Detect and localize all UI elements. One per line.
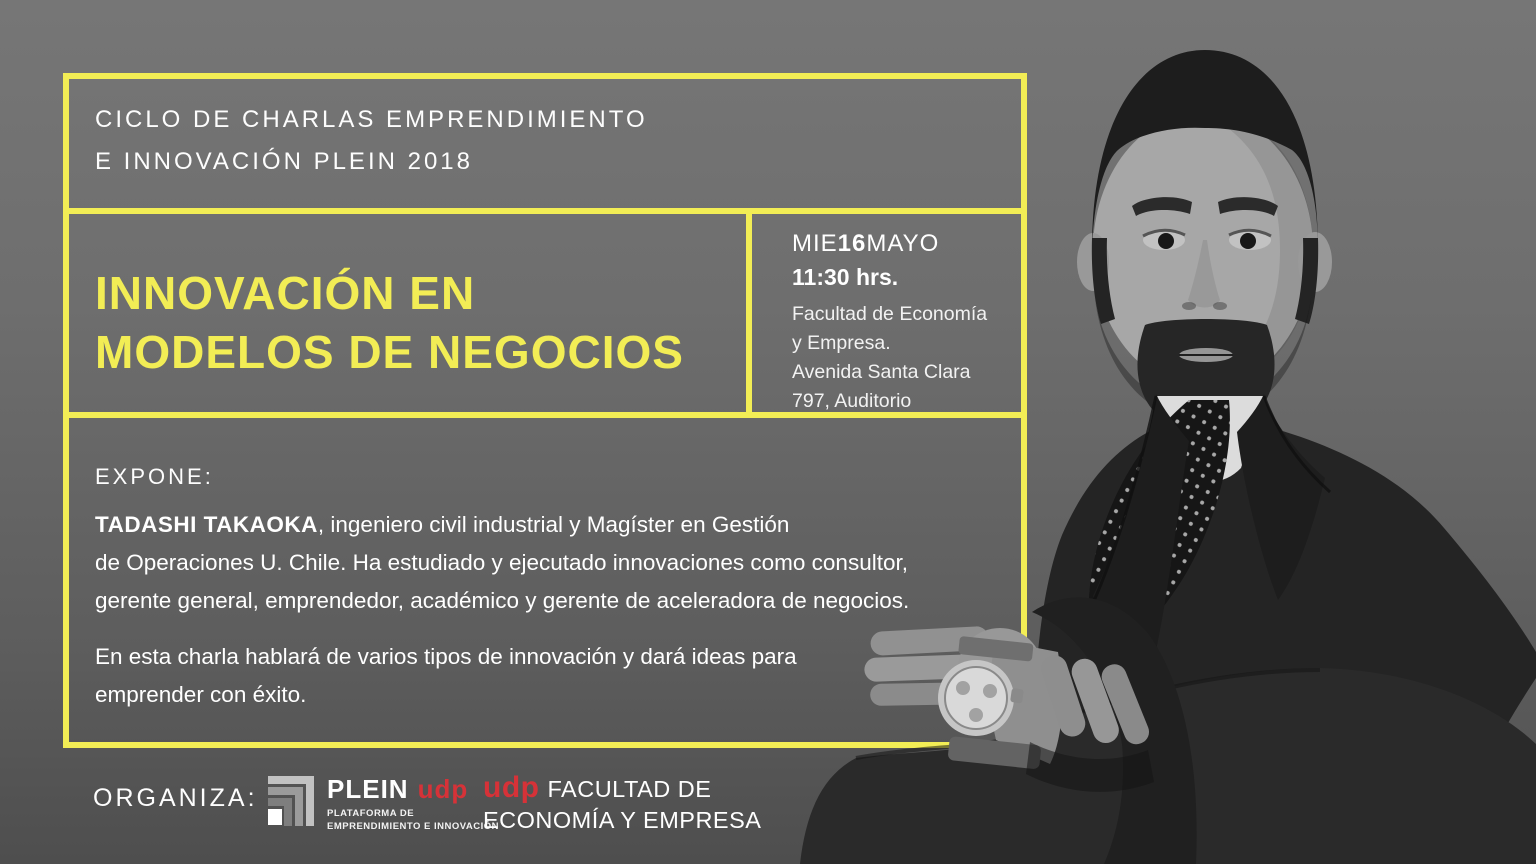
plein-udp-logo	[268, 776, 499, 833]
series-title-line2: E INNOVACIÓN PLEIN 2018	[95, 148, 473, 175]
talk-title-line2: MODELOS DE NEGOCIOS	[95, 326, 684, 378]
plein-udp-wordmark: udp	[417, 774, 469, 804]
speaker-bio-line3: gerente general, emprendedor, académico y gerente de aceleradora de negocios.	[95, 588, 910, 613]
faculty-line1: FACULTAD DE	[547, 776, 712, 802]
abstract-line2: emprender con éxito.	[95, 682, 307, 707]
speaker-bio-line1: , ingeniero civil industrial y Magíster en Gestión	[317, 512, 790, 537]
udp-faculty-logo	[483, 772, 761, 836]
talk-title-box	[69, 214, 752, 412]
abstract-line1: En esta charla hablará de varios tipos de innovación y dará ideas para	[95, 644, 797, 669]
series-title-line1: CICLO DE CHARLAS EMPRENDIMIENTO	[95, 106, 648, 133]
event-time: 11:30 hrs.	[792, 264, 899, 290]
speaker-bio-line2: de Operaciones U. Chile. Ha estudiado y ejecutado innovaciones como consultor,	[95, 550, 908, 575]
event-day-abbrev: MIE	[792, 230, 838, 257]
event-month: MAYO	[866, 230, 940, 257]
expone-label: EXPONE:	[95, 464, 214, 489]
location-line: 797, Auditorio	[792, 390, 912, 412]
location-line: Facultad de Economía	[792, 303, 988, 325]
faculty-udp-wordmark: udp	[483, 771, 540, 804]
location-line: y Empresa.	[792, 332, 891, 354]
talk-title-line1: INNOVACIÓN EN	[95, 267, 476, 319]
faculty-line2: ECONOMÍA Y EMPRESA	[483, 807, 762, 833]
speaker-photo	[800, 0, 1536, 864]
plein-logo-mark-icon	[268, 776, 314, 826]
plein-wordmark: PLEIN	[327, 774, 409, 804]
plein-tagline: PLATAFORMA DE EMPRENDIMIENTO E INNOVACIÓN	[327, 808, 500, 832]
organiza-label: ORGANIZA:	[93, 784, 258, 812]
location-line: Avenida Santa Clara	[792, 361, 971, 383]
speaker-name: TADASHI TAKAOKA	[95, 512, 318, 537]
event-day-number: 16	[837, 230, 867, 257]
